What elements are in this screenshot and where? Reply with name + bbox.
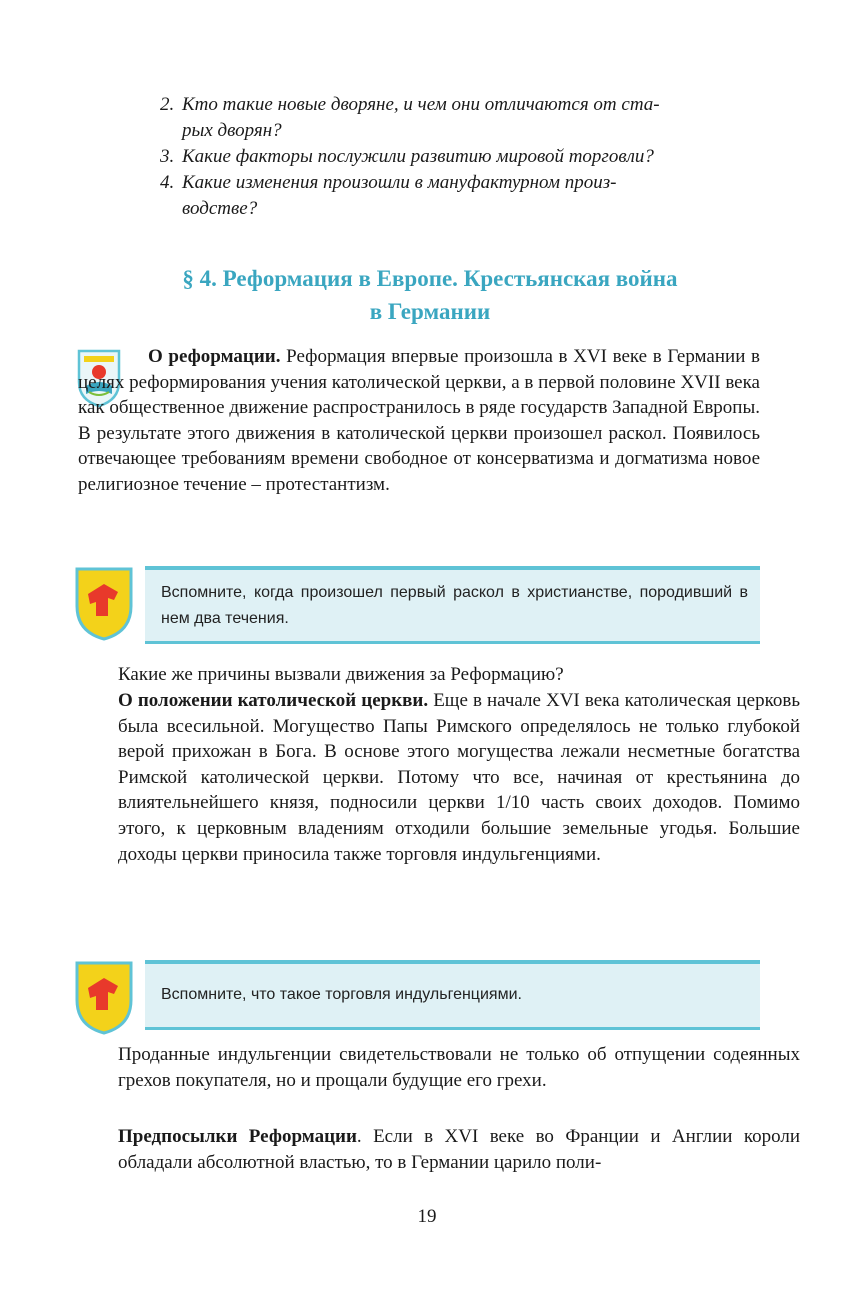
paragraph-question: Какие же причины вызвали движения за Реформацию?: [118, 664, 564, 685]
question-4: 4. Какие изменения произошли в мануфактурном произ- водстве?: [160, 172, 617, 219]
paragraph-indulgences: Проданные индульгенции свидетельствовали не только об отпущении содеянных грехов покупателя, но и прощали будущие его грехи.: [118, 1044, 800, 1091]
paragraph-reformation: О реформации. Реформация впервые произошла в XVI веке в Германии в целях реформирования учения католической церкви, а в первой половине XVII века как общественное движение распространилось в ряде государств Западной Европы. В результате этого движения в католической церкви произошел раскол. Появилось отвечающее требованиям времени свободное от консерватизма и догматизма новое религиозное течение – протестантизм.: [78, 346, 760, 495]
paragraph-catholic-church: О положении католической церкви. Еще в начале XVI века католическая церковь была всесильной. Могущество Папы Римского определялось не только глубокой верой прихожан в Бога. В основе этого могущества лежали несметные богатства Римской католической церкви. Потому что все, начиная от крестьянина до влиятельнейшего князя, подносили церкви 1/10 часть своих доходов. Помимо этого, к церковным владениям отходили большие земельные угодья. Большие доходы церкви приносила также торговля индульгенциями.: [118, 690, 801, 865]
recall-shield-icon-2: [74, 960, 134, 1036]
paragraph-preconditions: Предпосылки Реформации. Если в XVI веке во Франции и Англии короли обладали абсолютной властью, то в Германии царило поли-: [118, 1126, 800, 1173]
recall-box-indulgences: Вспомните, что такое торговля индульгенциями.: [145, 960, 760, 1030]
question-2: 2. Кто такие новые дворяне, и чем они отличаются от ста- рых дворян?: [160, 94, 660, 141]
recall-box-schism: Вспомните, когда произошел первый раскол в христианстве, породивший в нем два течения.: [145, 566, 760, 644]
section-title: § 4. Реформация в Европе. Крестьянская война в Германии: [182, 266, 678, 324]
page-number: 19: [417, 1206, 437, 1227]
question-3: 3. Какие факторы послужили развитию мировой торговли?: [160, 146, 654, 167]
review-questions: [160, 92, 750, 222]
recall-shield-icon: [74, 566, 134, 642]
